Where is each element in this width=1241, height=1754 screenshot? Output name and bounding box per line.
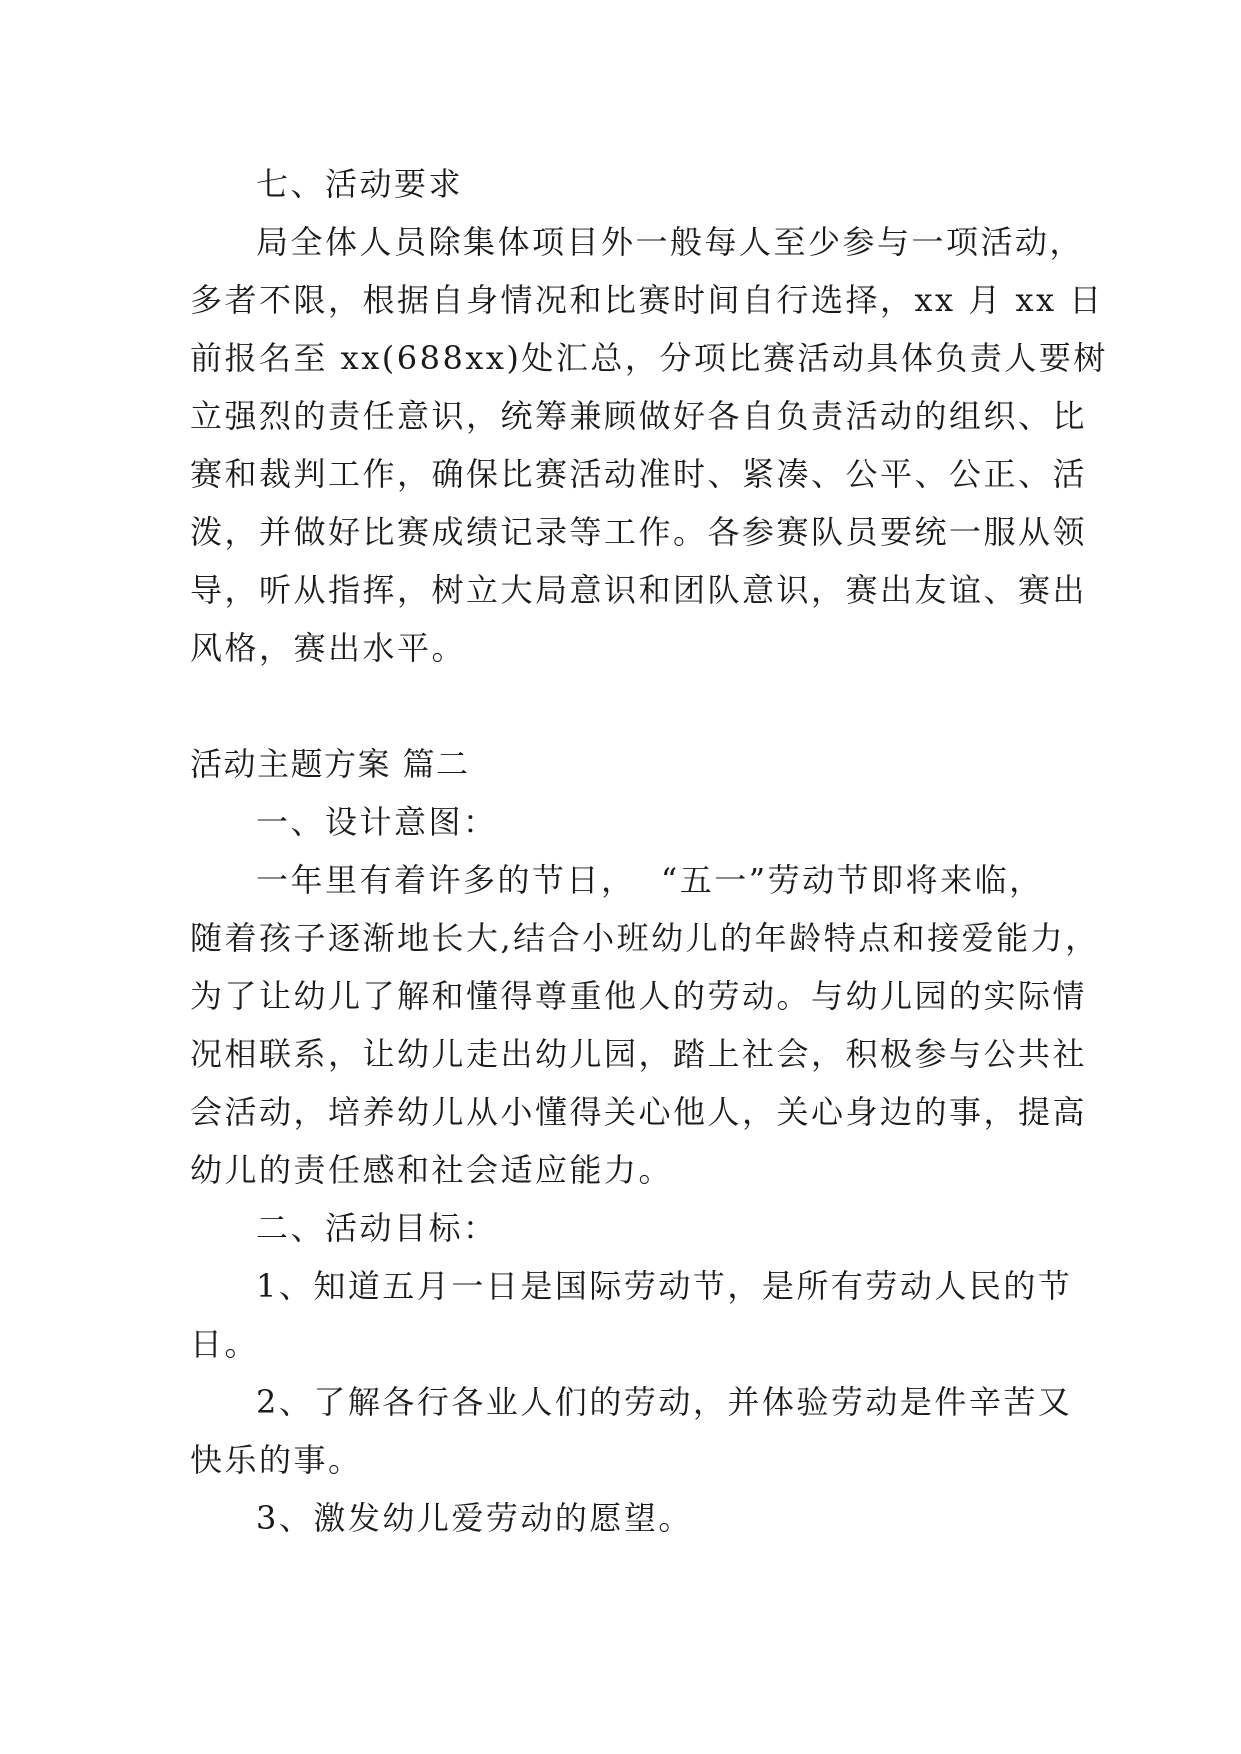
paragraph-line: 多者不限，根据自身情况和比赛时间自行选择，xx 月 xx 日 <box>190 281 1104 319</box>
goal-line: 日。 <box>190 1325 260 1363</box>
paragraph-line: 一年里有着许多的节日， “五一”劳动节即将来临， <box>256 861 1044 899</box>
section7-heading: 七、活动要求 <box>256 165 464 203</box>
paragraph-line: 风格，赛出水平。 <box>190 629 467 667</box>
paragraph-line: 前报名至 xx(688xx)处汇总，分项比赛活动具体负责人要树 <box>190 339 1108 377</box>
paragraph-line: 会活动，培养幼儿从小懂得关心他人，关心身边的事，提高 <box>190 1093 1088 1131</box>
paragraph-line: 赛和裁判工作，确保比赛活动准时、紧凑、公平、公正、活 <box>190 455 1088 493</box>
paragraph-line: 幼儿的责任感和社会适应能力。 <box>190 1151 674 1189</box>
paragraph-line: 立强烈的责任意识，统筹兼顾做好各自负责活动的组织、比 <box>190 397 1088 435</box>
paragraph-line: 泼，并做好比赛成绩记录等工作。各参赛队员要统一服从领 <box>190 513 1088 551</box>
goals-heading: 二、活动目标： <box>256 1209 498 1247</box>
paragraph-line: 随着孩子逐渐地长大,结合小班幼儿的年龄特点和接爱能力， <box>190 919 1100 957</box>
design-heading: 一、设计意图： <box>256 803 498 841</box>
paragraph-line: 局全体人员除集体项目外一般每人至少参与一项活动， <box>256 223 1085 261</box>
paragraph-line: 为了让幼儿了解和懂得尊重他人的劳动。与幼儿园的实际情 <box>190 977 1088 1015</box>
document-page <box>190 155 1108 1547</box>
paragraph-line: 况相联系，让幼儿走出幼儿园，踏上社会，积极参与公共社 <box>190 1035 1088 1073</box>
paragraph-line: 导，听从指挥，树立大局意识和团队意识，赛出友谊、赛出 <box>190 571 1088 609</box>
part2-title: 活动主题方案 篇二 <box>190 745 470 783</box>
goal-line: 3、激发幼儿爱劳动的愿望。 <box>256 1499 693 1537</box>
section-gap <box>190 677 1060 735</box>
goal-line: 快乐的事。 <box>190 1441 363 1479</box>
goal-line: 1、知道五月一日是国际劳动节，是所有劳动人民的节 <box>256 1267 1073 1305</box>
goal-line: 2、了解各行各业人们的劳动，并体验劳动是件辛苦又 <box>256 1383 1073 1421</box>
